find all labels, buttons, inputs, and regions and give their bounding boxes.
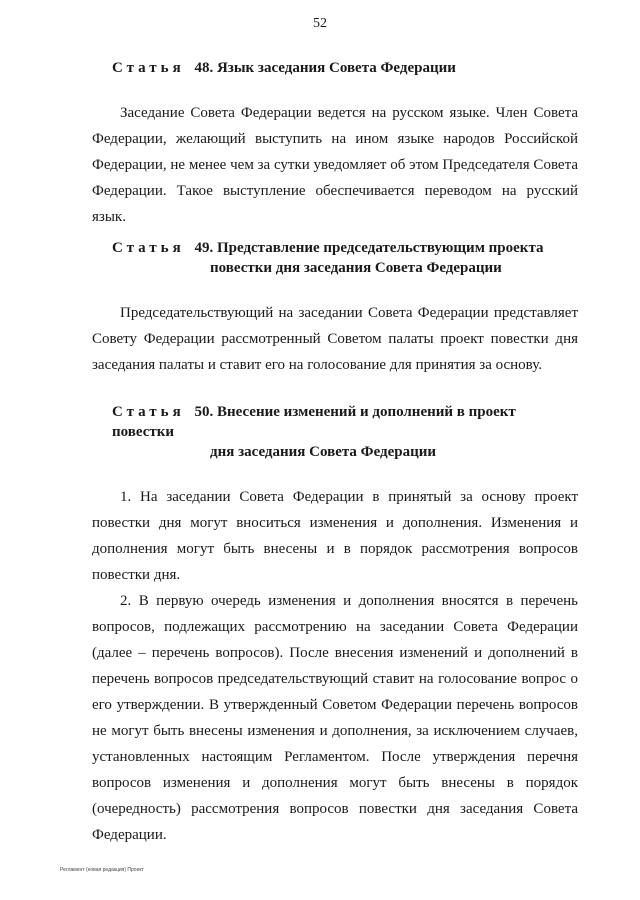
article-word: Статья xyxy=(112,404,185,420)
article-word: Статья xyxy=(112,60,185,76)
article-title-continued: дня заседания Совета Федерации xyxy=(210,444,437,460)
article-48 xyxy=(92,58,578,230)
article-paragraph: 1. На заседании Совета Федерации в принятый за основу проект повестки дня могут вноситься изменения и дополнения. Изменения и дополнения могут быть внесены и в порядок рассмотрения вопросов повестки дня. xyxy=(92,489,578,583)
article-word: Статья xyxy=(112,240,185,256)
article-title-continued: повестки дня заседания Совета Федерации xyxy=(210,260,502,276)
article-number: 48. xyxy=(194,60,214,76)
article-50 xyxy=(92,402,578,848)
article-title: Представление председательствующим проекта xyxy=(216,240,544,256)
page-number: 52 xyxy=(313,16,327,31)
article-heading xyxy=(112,402,578,462)
article-paragraph: Председательствующий на заседании Совета Федерации представляет Совету Федерации рассмотренный Советом палаты проект повестки дня заседания палаты и ставит его на голосование для принятия за основу. xyxy=(92,305,578,373)
footer-note: Регламент (новая редакция) Проект xyxy=(60,867,144,873)
article-number: 49. xyxy=(194,240,214,256)
article-body xyxy=(92,100,578,230)
article-paragraph: Заседание Совета Федерации ведется на русском языке. Член Совета Федерации, желающий выступить на ином языке народов Российской Федерации, не менее чем за сутки уведомляет об этом Председателя Совета Федерации. Такое выступление обеспечивается переводом на русский язык. xyxy=(92,105,578,225)
article-title: Язык заседания Совета Федерации xyxy=(216,60,456,76)
article-title: Внесение изменений и дополнений в проект повестки xyxy=(112,404,516,440)
article-body xyxy=(92,300,578,378)
article-number: 50. xyxy=(194,404,214,420)
article-heading xyxy=(112,58,578,78)
article-paragraph: 2. В первую очередь изменения и дополнения вносятся в перечень вопросов, подлежащих рассмотрению на заседании Совета Федерации (далее – перечень вопросов). После внесения изменений и дополнений в перечень вопросов председательствующий ставит на голосование вопрос о его утверждении. В утвержденный Советом Федерации перечень вопросов не могут быть внесены изменения и дополнения, за исключением случаев, установленных настоящим Регламентом. После утверждения перечня вопросов изменения и дополнения могут быть внесены в порядок (очередность) рассмотрения вопросов повестки дня заседания Совета Федерации. xyxy=(92,593,578,843)
article-49 xyxy=(92,238,578,378)
article-heading xyxy=(112,238,578,278)
article-body xyxy=(92,484,578,848)
